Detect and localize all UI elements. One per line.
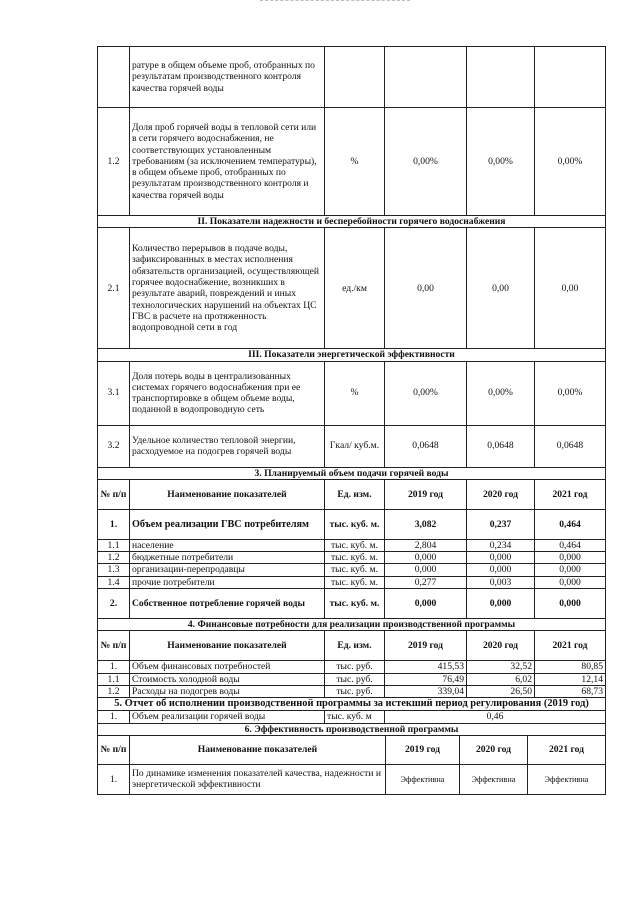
section-header-row	[98, 349, 606, 361]
header-2019: 2019 год	[385, 479, 467, 509]
section-title-energy: III. Показатели энергетической эффективности	[98, 349, 606, 361]
section-header-row	[98, 216, 606, 228]
row-name: Стоимость холодной воды	[130, 673, 325, 685]
header-2019: 2019 год	[385, 631, 467, 661]
table-row	[98, 661, 606, 673]
header-name: Наименование показателей	[130, 735, 386, 764]
value-2020: 0,00%	[467, 361, 535, 425]
value-2020: 0,000	[467, 552, 535, 564]
value-2020: 0,00	[467, 228, 535, 349]
value-2019: 339,04	[385, 685, 467, 697]
value-2021: 0,000	[535, 576, 606, 588]
row-name: Объем реализации ГВС потребителям	[130, 509, 325, 539]
row-number: 1.	[98, 711, 130, 723]
value-2020: 0,234	[467, 539, 535, 551]
row-name: По динамике изменения показателей качества, надежности и энергетической эффективности	[130, 764, 386, 794]
header-name: Наименование показателей	[130, 631, 325, 661]
row-name: бюджетные потребители	[130, 552, 325, 564]
row-number: 1.	[98, 509, 130, 539]
header-name: Наименование показателей	[130, 479, 325, 509]
section-header-row	[98, 698, 606, 711]
value-2021: 0,00	[535, 228, 606, 349]
header-unit: Ед. изм.	[325, 631, 385, 661]
section-title-planned-volume: 3. Планируемый объем подачи горячей воды	[98, 467, 606, 479]
header-num: № п/п	[98, 631, 130, 661]
header-unit: Ед. изм.	[325, 479, 385, 509]
value-2021: 80,85	[535, 661, 606, 673]
value-2021: 0,464	[535, 509, 606, 539]
unit-cell: %	[325, 108, 385, 216]
value-2021: 0,0648	[535, 425, 606, 467]
row-number: 1.4	[98, 576, 130, 588]
row-number: 1.1	[98, 673, 130, 685]
row-unit: тыс. куб. м	[325, 711, 385, 723]
row-name: организации-перепродавцы	[130, 564, 325, 576]
value-2021: 68,73	[535, 685, 606, 697]
header-num: № п/п	[98, 479, 130, 509]
value-2021	[535, 47, 606, 108]
table-row	[98, 552, 606, 564]
value-2021: 0,000	[535, 589, 606, 619]
row-number: 1.1	[98, 539, 130, 551]
value-2020: 0,0648	[467, 425, 535, 467]
row-name: население	[130, 539, 325, 551]
table-row	[98, 108, 606, 216]
row-number: 2.	[98, 589, 130, 619]
header-2019: 2019 год	[386, 735, 460, 764]
row-unit: тыс. куб. м.	[325, 589, 385, 619]
value-2021: 12,14	[535, 673, 606, 685]
table-row	[98, 564, 606, 576]
value-2019: 3,082	[385, 509, 467, 539]
row-number: 1.2	[98, 685, 130, 697]
section-title-efficiency: 6. Эффективность производственной программы	[98, 723, 606, 735]
table-row	[98, 425, 606, 467]
header-num: № п/п	[98, 735, 130, 764]
table-row	[98, 685, 606, 697]
value-2019: 76,49	[385, 673, 467, 685]
value-2020: 0,000	[467, 589, 535, 619]
value-2019: 0,000	[385, 589, 467, 619]
value-2019: 0,0648	[385, 425, 467, 467]
value-2020: 0,003	[467, 576, 535, 588]
row-number: 1.2	[98, 552, 130, 564]
value-2021: 0,00%	[535, 361, 606, 425]
table-header-row	[98, 631, 606, 661]
value-2019: 0,000	[385, 552, 467, 564]
page-top-mark	[260, 0, 410, 7]
table-row	[98, 576, 606, 588]
value-2019: 0,00%	[385, 108, 467, 216]
header-2020: 2020 год	[467, 631, 535, 661]
row-number: 2.1	[98, 228, 130, 349]
unit-cell: Гкал/ куб.м.	[325, 425, 385, 467]
efficiency-table	[97, 735, 606, 795]
row-unit: тыс. руб.	[325, 685, 385, 697]
row-name: Собственное потребление горячей воды	[130, 589, 325, 619]
unit-cell: ед./км	[325, 228, 385, 349]
header-2021: 2021 год	[528, 735, 606, 764]
table-row	[98, 47, 606, 108]
value-2019: 0,00%	[385, 361, 467, 425]
indicator-description: Доля потерь воды в централизованных системах горячего водоснабжения при ее транспортировке в общем объеме воды, поданной в водопроводную сеть	[130, 361, 325, 425]
value-2020: 0,000	[467, 564, 535, 576]
row-name: Расходы на подогрев воды	[130, 685, 325, 697]
production-program-table	[97, 46, 606, 736]
row-number: 1.	[98, 661, 130, 673]
value-2019: 0,00	[385, 228, 467, 349]
table-row	[98, 228, 606, 349]
report-value: 0,46	[385, 711, 606, 723]
table-row	[98, 764, 606, 794]
value-2021: 0,000	[535, 564, 606, 576]
row-number: 1.	[98, 764, 130, 794]
section-title-financial-needs: 4. Финансовые потребности для реализации производственной программы	[98, 619, 606, 631]
row-unit: тыс. куб. м.	[325, 576, 385, 588]
row-unit: тыс. куб. м.	[325, 539, 385, 551]
table-row	[98, 673, 606, 685]
indicator-description: Доля проб горячей воды в тепловой сети или в сети горячего водоснабжения, не соответствующих установленным требованиям (за исключением температуры), в общем объеме проб, отобранных по результатам производственного контроля и качества горячей воды	[130, 108, 325, 216]
row-name: Объем реализации горячей воды	[130, 711, 325, 723]
table-row	[98, 589, 606, 619]
value-2019: Эффективна	[386, 764, 460, 794]
table-header-row	[98, 479, 606, 509]
header-2020: 2020 год	[460, 735, 528, 764]
indicator-description: ратуре в общем объеме проб, отобранных по результатам производственного контроля качества горячей воды	[130, 47, 325, 108]
row-name: Объем финансовых потребностей	[130, 661, 325, 673]
value-2021: 0,464	[535, 539, 606, 551]
table-row	[98, 711, 606, 723]
header-2021: 2021 год	[535, 631, 606, 661]
row-unit: тыс. куб. м.	[325, 509, 385, 539]
unit-cell: %	[325, 361, 385, 425]
table-header-row	[98, 735, 606, 764]
value-2020: 32,52	[467, 661, 535, 673]
table-row	[98, 509, 606, 539]
value-2019	[385, 47, 467, 108]
value-2020	[467, 47, 535, 108]
header-2021: 2021 год	[535, 479, 606, 509]
value-2021: Эффективна	[528, 764, 606, 794]
table-row	[98, 361, 606, 425]
value-2020: 0,00%	[467, 108, 535, 216]
value-2019: 415,53	[385, 661, 467, 673]
indicator-description: Количество перерывов в подаче воды, зафиксированных в местах исполнения обязательств организацией, осуществляющей горячее водоснабжение, возникших в результате аварий, повреждений и иных технологических нарушений на объектах ЦС ГВС в расчете на протяженность водопроводной сети в год	[130, 228, 325, 349]
table-row	[98, 539, 606, 551]
indicator-description: Удельное количество тепловой энергии, расходуемое на подогрев горячей воды	[130, 425, 325, 467]
row-number: 1.2	[98, 108, 130, 216]
row-unit: тыс. руб.	[325, 661, 385, 673]
row-number: 1.3	[98, 564, 130, 576]
header-2020: 2020 год	[467, 479, 535, 509]
row-number: 3.1	[98, 361, 130, 425]
row-unit: тыс. куб. м.	[325, 564, 385, 576]
section-header-row	[98, 619, 606, 631]
row-number: 3.2	[98, 425, 130, 467]
value-2020: 0,237	[467, 509, 535, 539]
section-header-row	[98, 467, 606, 479]
value-2019: 2,804	[385, 539, 467, 551]
row-number	[98, 47, 130, 108]
section-title-execution-report: 5. Отчет об исполнении производственной программы за истекший период регулирования (2019 год)	[98, 698, 606, 711]
value-2020: Эффективна	[460, 764, 528, 794]
section-title-reliability: II. Показатели надежности и бесперебойности горячего водоснабжения	[98, 216, 606, 228]
row-unit: тыс. руб.	[325, 673, 385, 685]
row-unit: тыс. куб. м.	[325, 552, 385, 564]
unit-cell	[325, 47, 385, 108]
value-2020: 26,50	[467, 685, 535, 697]
row-name: прочие потребители	[130, 576, 325, 588]
value-2020: 6,02	[467, 673, 535, 685]
value-2021: 0,000	[535, 552, 606, 564]
value-2021: 0,00%	[535, 108, 606, 216]
value-2019: 0,277	[385, 576, 467, 588]
section-header-row	[98, 723, 606, 735]
value-2019: 0,000	[385, 564, 467, 576]
